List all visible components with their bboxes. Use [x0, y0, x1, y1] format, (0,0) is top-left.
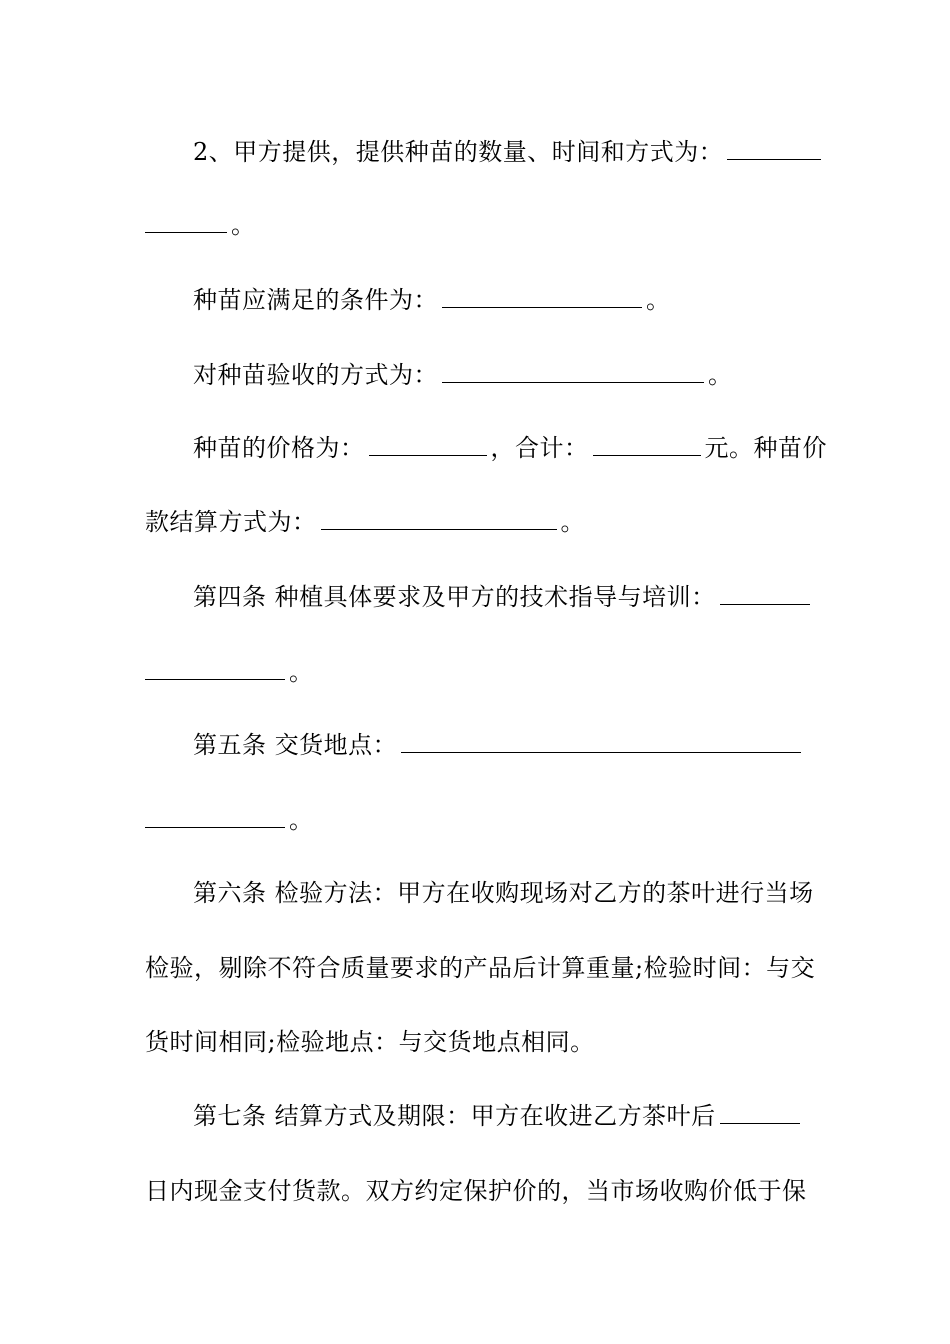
seedling-acceptance-end: 。	[708, 361, 733, 389]
seedling-provision-text: 2、甲方提供，提供种苗的数量、时间和方式为：	[193, 138, 724, 166]
seedling-total-label: ，合计：	[490, 434, 589, 462]
article-6-line-1: 第六条 检验方法：甲方在收购现场对乙方的茶叶进行当场	[193, 879, 814, 907]
seedling-settlement-label: 款结算方式为：	[145, 508, 317, 536]
seedling-acceptance-label: 对种苗验收的方式为：	[193, 361, 438, 389]
seedling-settlement-line	[145, 502, 805, 542]
seedling-price-blank[interactable]	[369, 429, 487, 456]
seedling-settlement-blank[interactable]	[321, 503, 557, 530]
article-5-text: 第五条 交货地点：	[193, 731, 398, 759]
article-4-blank-cont[interactable]	[145, 653, 285, 680]
seedling-acceptance-line	[145, 355, 853, 395]
article-4-line-cont	[145, 652, 805, 692]
seedling-acceptance-blank[interactable]	[442, 356, 704, 383]
article-6-line-2: 检验，剔除不符合质量要求的产品后计算重量;检验时间：与交	[145, 954, 816, 982]
seedling-total-blank[interactable]	[593, 429, 701, 456]
article-7-text: 第七条 结算方式及期限：甲方在收进乙方茶叶后	[193, 1102, 716, 1130]
seedling-conditions-line	[145, 280, 853, 320]
article-4-line	[145, 577, 853, 617]
article-5-line	[145, 725, 853, 765]
article-4-blank[interactable]	[720, 578, 810, 605]
article-5-blank[interactable]	[401, 726, 801, 753]
article-7-days-blank[interactable]	[720, 1097, 800, 1124]
seedling-provision-end: 。	[231, 211, 256, 239]
seedling-conditions-blank[interactable]	[442, 281, 642, 308]
seedling-provision-blank[interactable]	[727, 133, 821, 160]
seedling-conditions-end: 。	[646, 286, 671, 314]
seedling-price-line	[145, 428, 853, 468]
article-6-line-3: 货时间相同;检验地点：与交货地点相同。	[145, 1028, 595, 1056]
seedling-price-label: 种苗的价格为：	[193, 434, 365, 462]
seedling-provision-line	[145, 132, 853, 172]
seedling-settlement-end: 。	[560, 508, 585, 536]
seedling-provision-blank-cont[interactable]	[145, 206, 227, 233]
article-7-line-1	[145, 1096, 853, 1136]
article-7-line-2: 日内现金支付货款。双方约定保护价的，当市场收购价低于保	[145, 1177, 807, 1205]
seedling-conditions-label: 种苗应满足的条件为：	[193, 286, 438, 314]
article-5-blank-cont[interactable]	[145, 801, 285, 828]
article-5-end: 。	[289, 806, 314, 834]
seedling-provision-line-cont	[145, 205, 805, 245]
article-4-text: 第四条 种植具体要求及甲方的技术指导与培训：	[193, 583, 716, 611]
article-5-line-cont	[145, 800, 805, 840]
seedling-price-end: 元。种苗价	[704, 434, 827, 462]
article-4-end: 。	[289, 658, 314, 686]
